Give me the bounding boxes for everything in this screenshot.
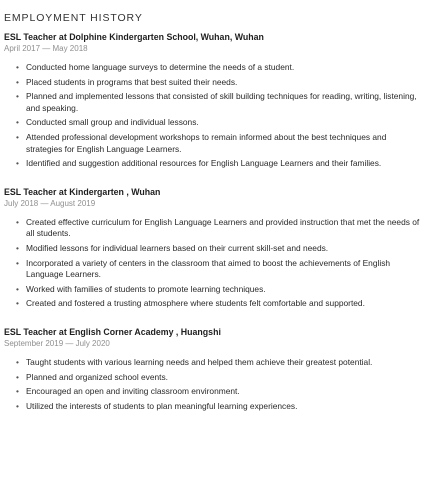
duty-list — [4, 62, 424, 170]
job-title: ESL Teacher at Dolphine Kindergarten School, Wuhan, Wuhan — [4, 32, 264, 42]
duty-text: Incorporated a variety of centers in the classroom that aimed to boost the achievements of English Language Learners. — [26, 257, 391, 280]
duty-text: Planned and implemented lessons that consisted of skill building techniques for reading, writing, listening, and speaking. — [26, 91, 417, 113]
job-entry — [4, 31, 424, 170]
duty-item — [16, 132, 424, 155]
job-dates: July 2018 — August 2019 — [4, 198, 96, 208]
duty-text: Planned and organized school events. — [26, 371, 169, 382]
duty-item — [16, 62, 424, 74]
duty-item — [16, 386, 424, 398]
duty-text: Utilized the interests of students to plan meaningful learning experiences. — [26, 400, 298, 411]
duty-text: Conducted home language surveys to determine the needs of a student. — [26, 62, 295, 72]
bullet-icon: • — [16, 386, 19, 397]
bullet-icon: • — [16, 62, 19, 72]
duty-text: Conducted small group and individual lessons. — [26, 117, 199, 128]
duty-item — [16, 117, 424, 129]
bullet-icon: • — [16, 283, 19, 294]
duty-item — [16, 284, 424, 296]
bullet-icon: • — [16, 216, 19, 227]
duty-item — [16, 258, 424, 281]
duty-list — [4, 357, 424, 412]
duty-item — [16, 91, 424, 114]
duty-item — [16, 298, 424, 310]
bullet-icon: • — [16, 117, 19, 128]
bullet-icon: • — [16, 158, 19, 169]
bullet-icon: • — [16, 400, 19, 411]
duty-list — [4, 217, 424, 310]
job-dates: September 2019 — July 2020 — [4, 338, 110, 348]
job-dates: April 2017 — May 2018 — [4, 44, 88, 53]
duty-text: Attended professional development workshops to remain informed about the best techniques and strategies for English Language Learners. — [26, 131, 387, 154]
duty-text: Worked with families of students to promote learning techniques. — [26, 283, 266, 294]
job-entry — [4, 186, 424, 310]
duty-text: Modified lessons for individual learners based on their current skill-set and needs. — [26, 242, 329, 253]
duty-text: Created and fostered a trusting atmosphere where students felt comfortable and supported. — [26, 298, 365, 309]
duty-item — [16, 217, 424, 240]
bullet-icon: • — [16, 76, 19, 87]
duty-item — [16, 243, 424, 255]
job-entry — [4, 326, 424, 412]
job-title: ESL Teacher at Kindergarten , Wuhan — [4, 186, 161, 197]
duty-item — [16, 401, 424, 413]
bullet-icon: • — [16, 371, 19, 382]
duty-text: Placed students in programs that best suited their needs. — [26, 76, 238, 87]
duty-text: Taught students with various learning needs and helped them achieve their greatest potential. — [26, 356, 373, 367]
bullet-icon: • — [16, 242, 19, 253]
bullet-icon: • — [16, 257, 19, 268]
bullet-icon: • — [16, 91, 19, 102]
duty-item — [16, 77, 424, 89]
duty-item — [16, 372, 424, 384]
duty-item — [16, 158, 424, 170]
duty-text: Created effective curriculum for English Language Learners and provided instruction that met the needs of all students. — [26, 216, 420, 239]
job-title: ESL Teacher at English Corner Academy , Huangshi — [4, 326, 221, 337]
bullet-icon: • — [16, 131, 19, 142]
section-title: EMPLOYMENT HISTORY — [4, 12, 143, 24]
bullet-icon: • — [16, 298, 19, 309]
duty-text: Encouraged an open and inviting classroom environment. — [26, 386, 240, 397]
bullet-icon: • — [16, 356, 19, 367]
duty-item — [16, 357, 424, 369]
duty-text: Identified and suggestion additional resources for English Language Learners and their families. — [26, 158, 382, 169]
